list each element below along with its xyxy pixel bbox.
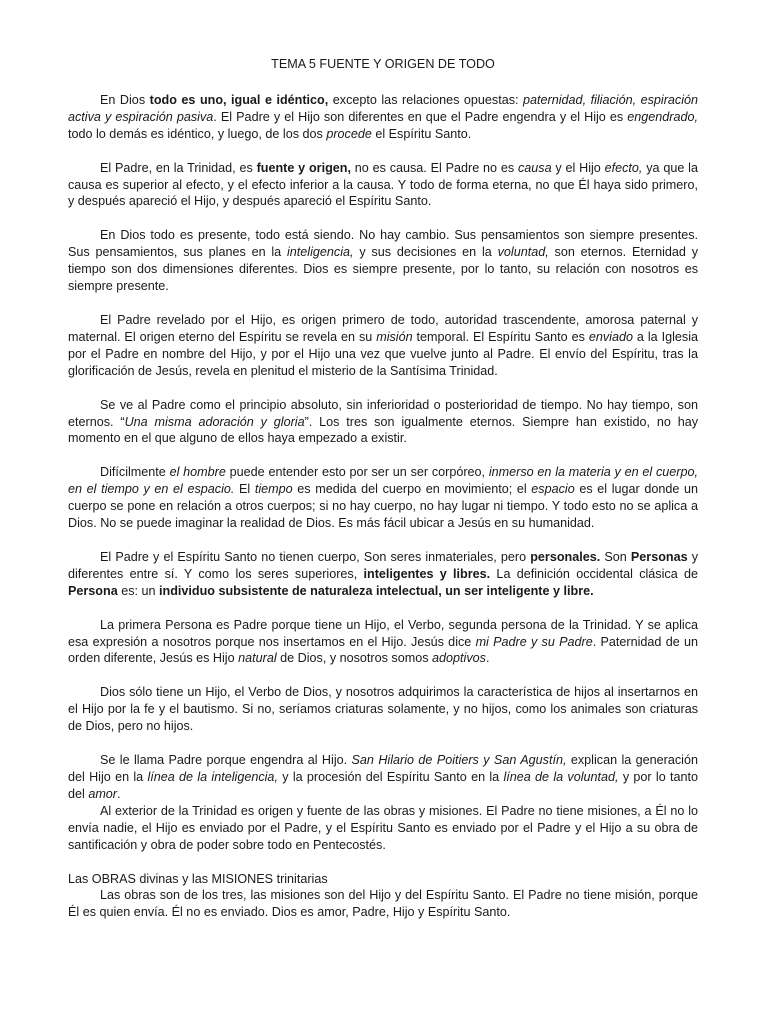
bold-text: individuo subsistente de naturaleza intelectual, un ser inteligente y libre. <box>159 583 594 598</box>
text-run: y sus decisiones en la <box>353 245 498 260</box>
italic-text: espacio <box>531 482 575 497</box>
italic-text: natural <box>238 651 277 666</box>
bold-text: todo es uno, igual e idéntico, <box>149 92 329 107</box>
italic-text: San Hilario de Poitiers y San Agustín, <box>351 753 567 768</box>
text-run: a la Iglesia por el Padre en nombre del Hijo, y por el Hijo una vez que vuelve junto al Padre. El envío del Espíritu, tras la glorificación de Jesús, revela en plenitud el misterio de la Santísima Trinidad. <box>68 329 698 378</box>
text-run: Las OBRAS divinas y las MISIONES trinitarias <box>68 871 328 886</box>
italic-text: amor <box>88 786 118 801</box>
italic-text: paternidad, filiación, espiración activa y espiración pasiva <box>68 92 698 124</box>
text-run: es medida del cuerpo en movimiento; el <box>292 482 532 497</box>
italic-text: línea de la voluntad, <box>503 770 619 784</box>
paragraph <box>68 312 698 380</box>
text-run: En Dios <box>100 92 150 107</box>
text-run: Dios sólo tiene un Hijo, el Verbo de Dios, y nosotros adquirimos la característica de hijos al insertarnos en el Hijo por la fe y el bautismo. Si no, seríamos criaturas solamente, y no hijos, como los animales son criaturas de Dios, pero no hijos. <box>68 685 698 734</box>
text-run: El Padre, en la Trinidad, es <box>100 160 257 175</box>
text-run: En Dios todo es presente, todo está siendo. No hay cambio. Sus pensamientos son siempre presentes. Sus pensamientos, sus planes en la <box>68 228 698 260</box>
paragraph <box>68 617 698 668</box>
italic-text: línea de la inteligencia, <box>147 770 278 784</box>
italic-text: voluntad, <box>497 245 549 260</box>
bold-text: personales. <box>530 549 601 564</box>
text-run: y diferentes entre sí. Y como los seres superiores, <box>68 549 699 581</box>
text-run: La primera Persona es Padre porque tiene un Hijo, el Verbo, segunda persona de la Trinidad. Y se aplica esa expresión a nosotros porque nos insertamos en el Hijo. Jesús dice <box>68 617 698 649</box>
italic-text: el hombre <box>169 465 226 480</box>
text-run: son eternos. Eternidad y tiempo son dos dimensiones diferentes. Dios es siempre presente, por lo tanto, su relación con nosotros es siempre presente. <box>68 245 698 294</box>
paragraph <box>68 227 698 295</box>
text-run: . <box>485 651 490 666</box>
paragraph <box>68 464 698 532</box>
paragraph <box>68 160 698 211</box>
paragraph <box>68 549 698 600</box>
text-run: Son <box>600 549 631 564</box>
text-run: de Dios, y nosotros somos <box>276 651 433 666</box>
text-run: El Padre revelado por el Hijo, es origen primero de todo, autoridad trascendente, amorosa paternal y maternal. El origen eterno del Espíritu se revela en su <box>68 312 698 344</box>
text-run: y por lo tanto del <box>68 770 698 801</box>
text-run: excepto las relaciones opuestas: <box>328 92 524 107</box>
text-run: puede entender esto por ser un ser corpóreo, <box>225 465 489 480</box>
text-run: Difícilmente <box>100 465 170 480</box>
text-run: . Paternidad de un orden diferente, Jesús es Hijo <box>68 634 698 666</box>
text-run: ya que la causa es superior al efecto, y el efecto inferior a la causa. Y todo de forma eterna, no que Él haya sido primero, y después apareció el Hijo, y después apareció el Espíritu Santo. <box>68 160 698 209</box>
text-run: temporal. El Espíritu Santo es <box>412 329 589 344</box>
text-run: ”. Los tres son igualmente eternos. Siempre han existido, no hay momento en el que alguno de ellos haya empezado a existir. <box>68 414 698 446</box>
italic-text: engendrado, <box>627 109 699 124</box>
text-run: La definición occidental clásica de <box>490 566 698 581</box>
text-run: es: un <box>117 583 160 598</box>
text-run: todo lo demás es idéntico, y luego, de los dos <box>68 126 327 141</box>
bold-text: Personas <box>630 549 688 564</box>
bold-text: Persona <box>68 583 118 598</box>
text-run: . El Padre y el Hijo son diferentes en que el Padre engendra y el Hijo es <box>213 109 628 124</box>
paragraph <box>68 752 698 803</box>
text-run: . <box>117 786 121 801</box>
text-run: y la procesión del Espíritu Santo en la <box>277 770 504 784</box>
text-run: no es causa. El Padre no es <box>350 160 518 175</box>
document-body <box>68 92 698 921</box>
text-run: Al exterior de la Trinidad es origen y fuente de las obras y misiones. El Padre no tiene misiones, a Él no lo envía nadie, el Hijo es enviado por el Padre, y el Espíritu Santo es enviado por el Padre y el Hijo a su obra de santificación y obra de poder sobre todo en Pentecostés. <box>68 803 698 852</box>
paragraph <box>68 397 698 448</box>
text-run: El <box>234 482 255 497</box>
text-run: el Espíritu Santo. <box>371 126 472 141</box>
italic-text: causa <box>517 160 552 175</box>
italic-text: inmerso en la materia y en el cuerpo, en el tiempo y en el espacio. <box>68 465 699 497</box>
italic-text: procede <box>326 126 372 141</box>
section-heading <box>68 871 698 888</box>
bold-text: inteligentes y libres. <box>363 566 491 581</box>
paragraph <box>68 684 698 735</box>
italic-text: misión <box>376 329 413 344</box>
paragraph <box>68 92 698 143</box>
text-run: es el lugar donde un cuerpo se pone en relación a otros cuerpos; si no hay cuerpo, no hay lugar ni tiempo. Y todo esto no se aplica a Dios. No se puede imaginar la realidad de Dios. Es más fácil ubicar a Jesús en su humanidad. <box>68 482 698 531</box>
document-title: TEMA 5 FUENTE Y ORIGEN DE TODO <box>271 57 495 71</box>
italic-text: mi Padre y su Padre <box>475 634 593 649</box>
italic-text: Una misma adoración y gloria <box>124 414 305 429</box>
text-run: El Padre y el Espíritu Santo no tienen cuerpo, Son seres inmateriales, pero <box>100 549 531 564</box>
text-run: Se ve al Padre como el principio absoluto, sin inferioridad o posterioridad de tiempo. No hay tiempo, son eternos. “ <box>68 397 698 429</box>
paragraph <box>68 803 698 854</box>
italic-text: tiempo <box>254 482 293 497</box>
bold-text: fuente y origen, <box>256 160 351 175</box>
text-run: Se le llama Padre porque engendra al Hijo. <box>100 753 352 768</box>
italic-text: enviado <box>588 329 633 344</box>
text-run: Las obras son de los tres, las misiones son del Hijo y del Espíritu Santo. El Padre no tiene misión, porque Él es quien envía. Él no es enviado. Dios es amor, Padre, Hijo y Espíritu Santo. <box>68 888 698 920</box>
italic-text: inteligencia, <box>287 245 354 260</box>
italic-text: efecto, <box>604 160 643 175</box>
text-run: explican la generación del Hijo en la <box>68 753 698 784</box>
text-run: y el Hijo <box>551 160 605 175</box>
paragraph <box>68 887 698 921</box>
italic-text: adoptivos <box>432 651 486 666</box>
